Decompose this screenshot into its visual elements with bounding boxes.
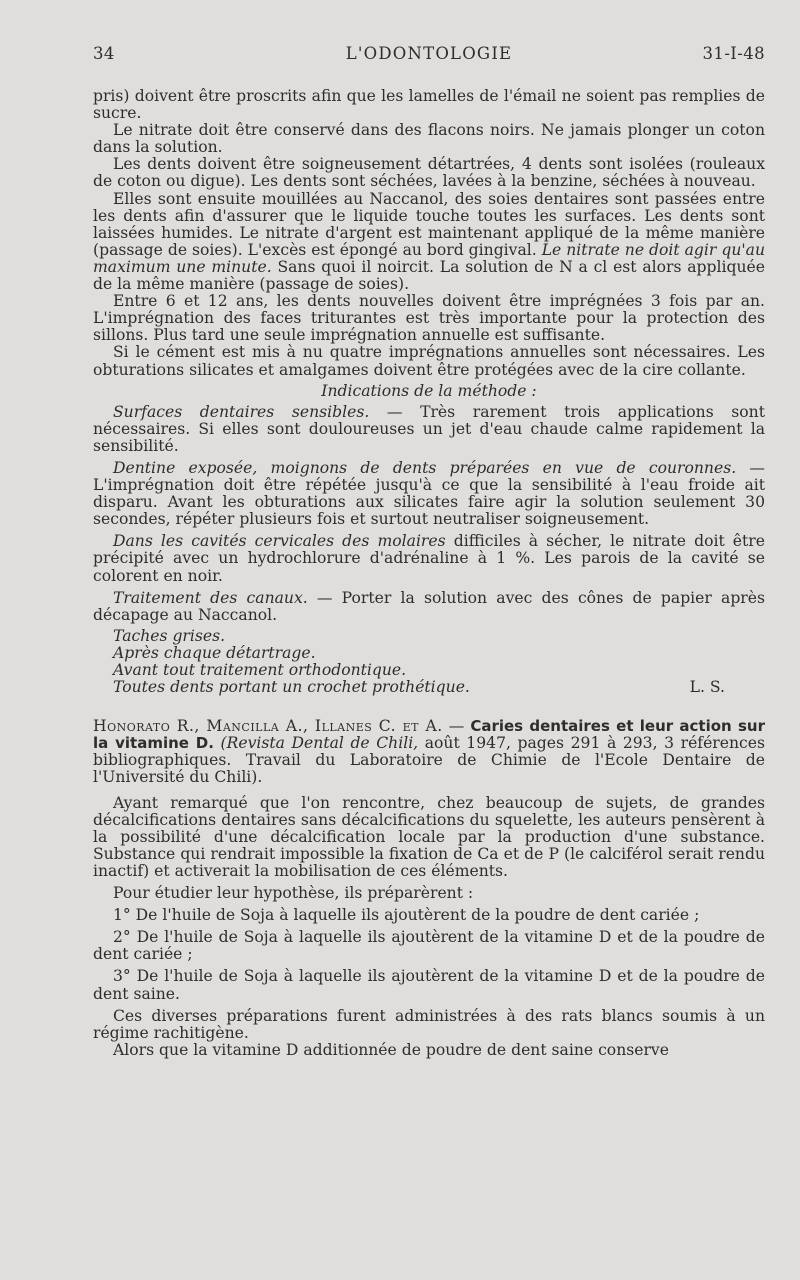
paragraph: Ces diverses préparations furent administrées à des rats blancs soumis à un régime rachitigène. [93, 1006, 765, 1042]
indication-item: Dentine exposée, moignons de dents préparées en vue de couronnes. — L'imprégnation doit être répétée jusqu'à ce que la sensibilité à l'eau froide ait disparu. Avant les obturations aux silicates faire agir la solution seulement 30 secondes, répéter plusieurs fois et surtout neutraliser soigneusement. [93, 458, 765, 529]
paragraph: Elles sont ensuite mouillées au Naccanol, des soies dentaires sont passées entre les dents afin d'assurer que le liquide touche toutes les surfaces. Les dents sont laissées humides. Le nitrate d'argent est maintenant appliqué de la même manière (passage de soies). L'excès est épongé au bord gingival. Le nitrate ne doit agir qu'au maximum une minute. Sans quoi il noircit. La solution de N a cl est alors appliquée de la même manière (passage de soies). [93, 189, 765, 294]
paragraph: Alors que la vitamine D additionnée de poudre de dent saine conserve [113, 1040, 669, 1059]
list-item: Avant tout traitement orthodontique. [113, 661, 407, 679]
indication-label: Dentine exposée, moignons de dents préparées en vue de couronnes. [113, 458, 737, 477]
reference-authors: Honorato R., Mancilla A., Illanes C. et A. [93, 717, 443, 736]
list-item-row [93, 679, 765, 696]
reference-journal: (Revista Dental de Chili, [220, 734, 419, 753]
italic-emphasis: Le nitrate ne doit agir qu'au maximum une minute. [93, 240, 765, 276]
list-item: Taches grises. [113, 626, 226, 645]
paragraph: Les dents doivent être soigneusement détartrées, 4 dents sont isolées (rouleaux de coton ou digue). Les dents sont séchées, lavées à la benzine, séchées à nouveau. [93, 155, 765, 191]
indication-label: Surfaces dentaires sensibles. [113, 402, 370, 421]
list-item: Toutes dents portant un crochet prothétique. [113, 678, 470, 697]
paragraph: Pour étudier leur hypothèse, ils préparèrent : [113, 884, 474, 903]
article-body [93, 88, 765, 1059]
paragraph: Le nitrate doit être conservé dans des flacons noirs. Ne jamais plonger un coton dans la solution. [93, 121, 765, 157]
indication-item: Dans les cavités cervicales des molaires difficiles à sécher, le nitrate doit être précipité avec un hydrochlorure d'adrénaline à 1 %. Les parois de la cavité se colorent en noir. [93, 532, 765, 585]
indication-item: Traitement des canaux. — Porter la solution avec des cônes de papier après décapage au Naccanol. [93, 588, 765, 624]
issue-date: 31-I-48 [702, 44, 765, 63]
paragraph: 2° De l'huile de Soja à laquelle ils ajoutèrent de la vitamine D et de la poudre de dent cariée ; [93, 928, 765, 964]
reference-title: Caries dentaires et leur action sur la vitamine D. [93, 717, 765, 753]
paragraph: 1° De l'huile de Soja à laquelle ils ajoutèrent de la poudre de dent cariée ; [113, 906, 700, 925]
paragraph: Si le cément est mis à nu quatre imprégnations annuelles sont nécessaires. Les obturations silicates et amalgames doivent être protégées avec de la cire collante. [93, 343, 765, 379]
running-header [93, 44, 765, 68]
paragraph: Entre 6 et 12 ans, les dents nouvelles doivent être imprégnées 3 fois par an. L'imprégnation des faces triturantes est très importante pour la protection des sillons. Plus tard une seule imprégnation annuelle est suffisante. [93, 292, 765, 345]
paragraph: Ayant remarqué que l'on rencontre, chez beaucoup de sujets, de grandes décalcifications dentaires sans décalcifications du squelette, les auteurs pensèrent à la possibilité d'une décalcification locale par la production d'une substance. Substance qui rendrait impossible la fixation de Ca et de P (le calciférol serait rendu inactif) et activerait la mobilisation de ces éléments. [93, 793, 765, 880]
page-number: 34 [93, 44, 115, 63]
paragraph: pris) doivent être proscrits afin que les lamelles de l'émail ne soient pas remplies de sucre. [93, 87, 765, 123]
journal-title: L'ODONTOLOGIE [345, 44, 513, 63]
author-signature: L. S. [689, 678, 725, 697]
italic-list [93, 628, 765, 696]
indication-label: Dans les cavités cervicales des molaires [113, 532, 446, 551]
list-item: Après chaque détartrage. [113, 643, 316, 662]
bibliographic-reference: Honorato R., Mancilla A., Illanes C. et A. — Caries dentaires et leur action sur la vitamine D. (Revista Dental de Chili, août 1947, pages 291 à 293, 3 références bibliographiques. Travail du Laboratoire de Chimie de l'Ecole Dentaire de l'Université du Chili). [93, 717, 766, 787]
indication-item: Surfaces dentaires sensibles. — Très rarement trois applications sont nécessaires. Si elles sont douloureuses un jet d'eau chaude calme rapidement la sensibilité. [93, 402, 765, 455]
indication-label: Traitement des canaux. [113, 588, 308, 607]
section-heading: Indications de la méthode : [321, 381, 537, 400]
paragraph: 3° De l'huile de Soja à laquelle ils ajoutèrent de la vitamine D et de la poudre de dent saine. [93, 967, 765, 1003]
